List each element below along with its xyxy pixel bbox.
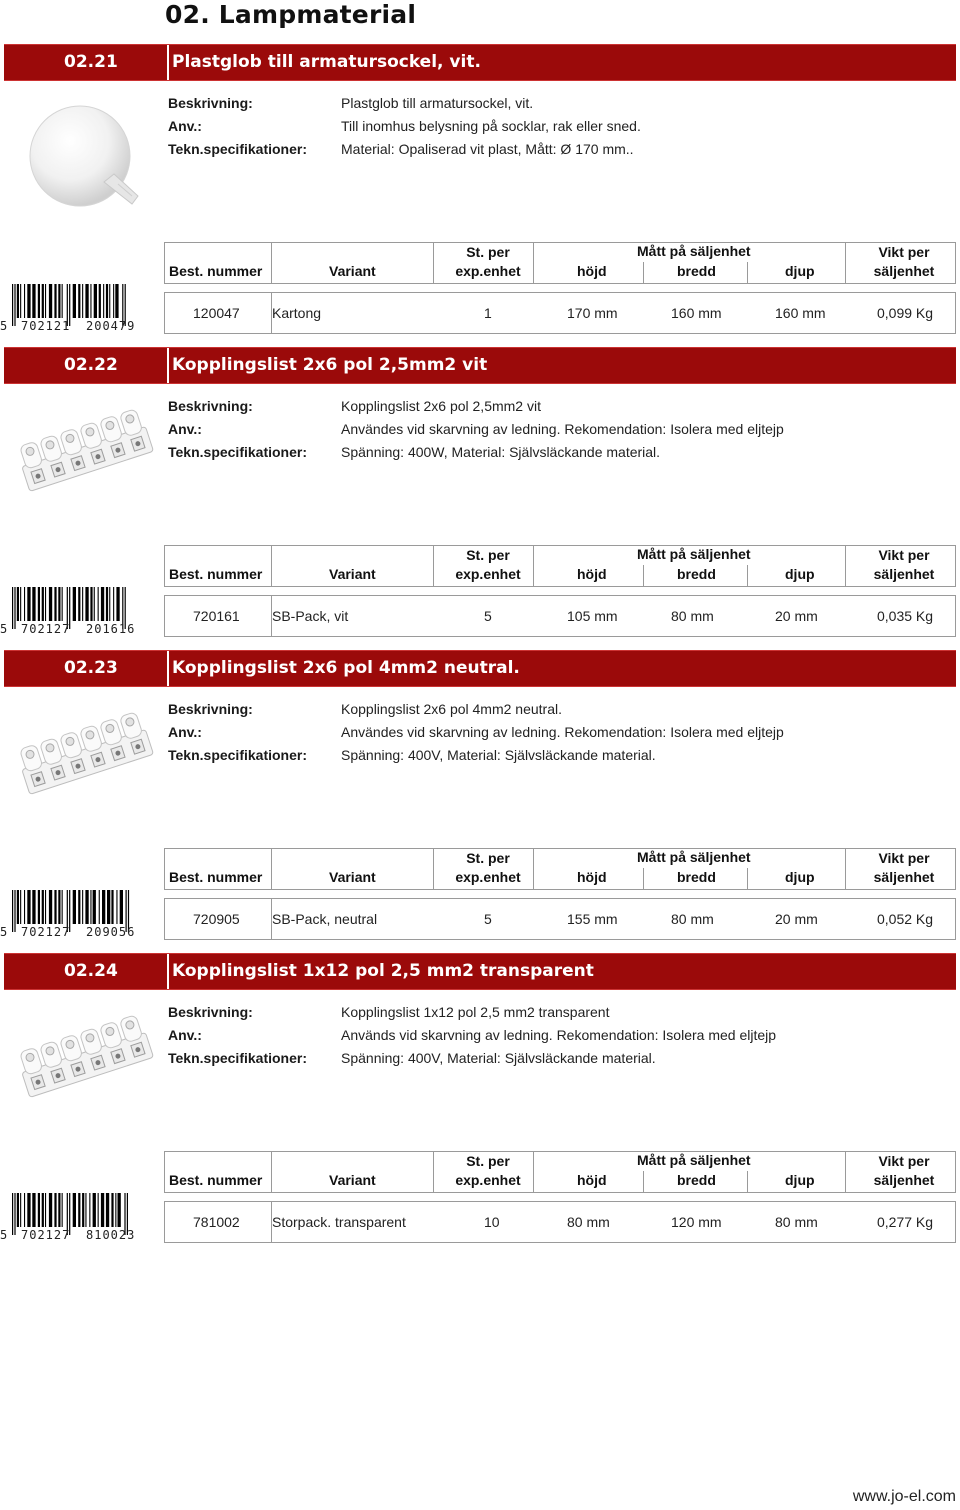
- col-matt: Mått på säljenhet: [637, 849, 751, 865]
- beskrivning-label: Beskrivning:: [168, 701, 253, 717]
- tekn-value: Material: Opaliserad vit plast, Mått: Ø 170 mm..: [341, 141, 634, 157]
- cell-vikt: 0,035 Kg: [877, 608, 934, 624]
- barcode-first-digit: 5: [0, 319, 8, 332]
- col-hojd: höjd: [577, 1172, 607, 1188]
- header-divider: [167, 348, 169, 383]
- cell-variant: Kartong: [272, 305, 322, 321]
- col-variant: Variant: [329, 869, 376, 885]
- col-vikt: Vikt per: [878, 1153, 930, 1169]
- cell-variant: SB-Pack, vit: [272, 608, 349, 624]
- beskrivning-label: Beskrivning:: [168, 1004, 253, 1020]
- product-section: [0, 909, 960, 1241]
- col-vikt: Vikt per: [878, 244, 930, 260]
- header-divider: [167, 45, 169, 80]
- cell-hojd: 170 mm: [567, 305, 618, 321]
- product-title: Kopplingslist 1x12 pol 2,5 mm2 transparent: [172, 961, 594, 981]
- terminal-strip-image: [8, 692, 158, 812]
- table-header: [164, 545, 956, 587]
- tekn-label: Tekn.specifikationer:: [168, 1050, 308, 1066]
- anv-value: Användes vid skarvning av ledning. Rekomendation: Isolera med eljtejp: [341, 724, 784, 740]
- col-saljenhet: säljenhet: [873, 869, 935, 885]
- product-title: Plastglob till armatursockel, vit.: [172, 52, 481, 72]
- product-header-bar: [4, 347, 956, 384]
- col-variant: Variant: [329, 263, 376, 279]
- tekn-value: Spänning: 400V, Material: Självsläckande material.: [341, 1050, 656, 1066]
- product-header-bar: [4, 953, 956, 990]
- col-saljenhet: säljenhet: [873, 566, 935, 582]
- cell-bredd: 80 mm: [671, 911, 714, 927]
- header-divider: [167, 954, 169, 989]
- tekn-label: Tekn.specifikationer:: [168, 747, 308, 763]
- col-matt: Mått på säljenhet: [637, 243, 751, 259]
- anv-value: Användes vid skarvning av ledning. Rekomendation: Isolera med eljtejp: [341, 421, 784, 437]
- beskrivning-value: Kopplingslist 2x6 pol 2,5mm2 vit: [341, 398, 541, 414]
- cell-djup: 20 mm: [775, 608, 818, 624]
- terminal-strip-image: [8, 995, 158, 1115]
- col-st-per: St. per: [466, 244, 510, 260]
- col-st-per: St. per: [466, 1153, 510, 1169]
- barcode-left-digits: 702121: [21, 319, 71, 332]
- cell-st: 5: [484, 608, 492, 624]
- col-bredd: bredd: [677, 263, 716, 279]
- col-exp-enhet: exp.enhet: [455, 1172, 521, 1188]
- product-code: 02.22: [64, 355, 118, 375]
- barcode-first-digit: 5: [0, 1228, 8, 1241]
- page-title: 02. Lampmaterial: [165, 0, 417, 29]
- anv-label: Anv.:: [168, 724, 202, 740]
- cell-djup: 160 mm: [775, 305, 826, 321]
- table-header: [164, 848, 956, 890]
- cell-st: 10: [484, 1214, 500, 1230]
- product-code: 02.24: [64, 961, 118, 981]
- cell-hojd: 105 mm: [567, 608, 618, 624]
- col-matt: Mått på säljenhet: [637, 1152, 751, 1168]
- anv-value: Används vid skarvning av ledning. Rekomendation: Isolera med eljtejp: [341, 1027, 777, 1043]
- col-exp-enhet: exp.enhet: [455, 263, 521, 279]
- cell-nummer: 120047: [193, 305, 240, 321]
- col-saljenhet: säljenhet: [873, 1172, 935, 1188]
- cell-hojd: 80 mm: [567, 1214, 610, 1230]
- col-exp-enhet: exp.enhet: [455, 869, 521, 885]
- product-title: Kopplingslist 2x6 pol 4mm2 neutral.: [172, 658, 520, 678]
- col-variant: Variant: [329, 1172, 376, 1188]
- tekn-label: Tekn.specifikationer:: [168, 444, 308, 460]
- cell-variant: SB-Pack, neutral: [272, 911, 378, 927]
- product-title: Kopplingslist 2x6 pol 2,5mm2 vit: [172, 355, 488, 375]
- col-best-nummer: Best. nummer: [169, 869, 263, 885]
- cell-djup: 20 mm: [775, 911, 818, 927]
- barcode-right-digits: 209056: [86, 925, 136, 938]
- col-hojd: höjd: [577, 263, 607, 279]
- beskrivning-label: Beskrivning:: [168, 95, 253, 111]
- table-header: [164, 242, 956, 284]
- col-hojd: höjd: [577, 566, 607, 582]
- col-vikt: Vikt per: [878, 850, 930, 866]
- product-code: 02.21: [64, 52, 118, 72]
- barcode-right-digits: 200479: [86, 319, 136, 332]
- barcode-right-digits: 201616: [86, 622, 136, 635]
- cell-variant: Storpack. transparent: [272, 1214, 406, 1230]
- col-djup: djup: [785, 1172, 815, 1188]
- col-saljenhet: säljenhet: [873, 263, 935, 279]
- beskrivning-value: Kopplingslist 1x12 pol 2,5 mm2 transparent: [341, 1004, 610, 1020]
- col-bredd: bredd: [677, 566, 716, 582]
- col-djup: djup: [785, 566, 815, 582]
- beskrivning-value: Plastglob till armatursockel, vit.: [341, 95, 534, 111]
- cell-bredd: 80 mm: [671, 608, 714, 624]
- cell-hojd: 155 mm: [567, 911, 618, 927]
- tekn-value: Spänning: 400V, Material: Självsläckande material.: [341, 747, 656, 763]
- col-variant: Variant: [329, 566, 376, 582]
- col-hojd: höjd: [577, 869, 607, 885]
- barcode-first-digit: 5: [0, 622, 8, 635]
- barcode-icon: [0, 1193, 160, 1241]
- cell-djup: 80 mm: [775, 1214, 818, 1230]
- product-header-bar: [4, 44, 956, 81]
- col-st-per: St. per: [466, 850, 510, 866]
- anv-label: Anv.:: [168, 118, 202, 134]
- anv-value: Till inomhus belysning på socklar, rak eller sned.: [341, 118, 641, 134]
- product-section: [0, 0, 960, 332]
- cell-st: 5: [484, 911, 492, 927]
- header-divider: [167, 651, 169, 686]
- plastglob-image: [8, 86, 158, 206]
- barcode-left-digits: 702127: [21, 925, 71, 938]
- cell-vikt: 0,052 Kg: [877, 911, 934, 927]
- col-djup: djup: [785, 869, 815, 885]
- cell-nummer: 720905: [193, 911, 240, 927]
- cell-bredd: 120 mm: [671, 1214, 722, 1230]
- barcode-left-digits: 702127: [21, 622, 71, 635]
- col-djup: djup: [785, 263, 815, 279]
- terminal-strip-image: [8, 389, 158, 509]
- anv-label: Anv.:: [168, 421, 202, 437]
- beskrivning-label: Beskrivning:: [168, 398, 253, 414]
- table-row: [164, 1201, 956, 1243]
- col-vikt: Vikt per: [878, 547, 930, 563]
- barcode-left-digits: 702127: [21, 1228, 71, 1241]
- barcode-first-digit: 5: [0, 925, 8, 938]
- col-exp-enhet: exp.enhet: [455, 566, 521, 582]
- product-code: 02.23: [64, 658, 118, 678]
- col-st-per: St. per: [466, 547, 510, 563]
- tekn-value: Spänning: 400W, Material: Självsläckande material.: [341, 444, 661, 460]
- cell-st: 1: [484, 305, 492, 321]
- col-best-nummer: Best. nummer: [169, 566, 263, 582]
- cell-nummer: 720161: [193, 608, 240, 624]
- tekn-label: Tekn.specifikationer:: [168, 141, 308, 157]
- cell-bredd: 160 mm: [671, 305, 722, 321]
- product-section: [0, 606, 960, 938]
- table-header: [164, 1151, 956, 1193]
- product-header-bar: [4, 650, 956, 687]
- col-bredd: bredd: [677, 869, 716, 885]
- beskrivning-value: Kopplingslist 2x6 pol 4mm2 neutral.: [341, 701, 563, 717]
- cell-nummer: 781002: [193, 1214, 240, 1230]
- product-section: [0, 303, 960, 635]
- cell-vikt: 0,277 Kg: [877, 1214, 934, 1230]
- anv-label: Anv.:: [168, 1027, 202, 1043]
- footer-url[interactable]: www.jo-el.com: [852, 1488, 956, 1505]
- col-matt: Mått på säljenhet: [637, 546, 751, 562]
- cell-vikt: 0,099 Kg: [877, 305, 934, 321]
- barcode-right-digits: 810023: [86, 1228, 136, 1241]
- col-best-nummer: Best. nummer: [169, 263, 263, 279]
- col-bredd: bredd: [677, 1172, 716, 1188]
- col-best-nummer: Best. nummer: [169, 1172, 263, 1188]
